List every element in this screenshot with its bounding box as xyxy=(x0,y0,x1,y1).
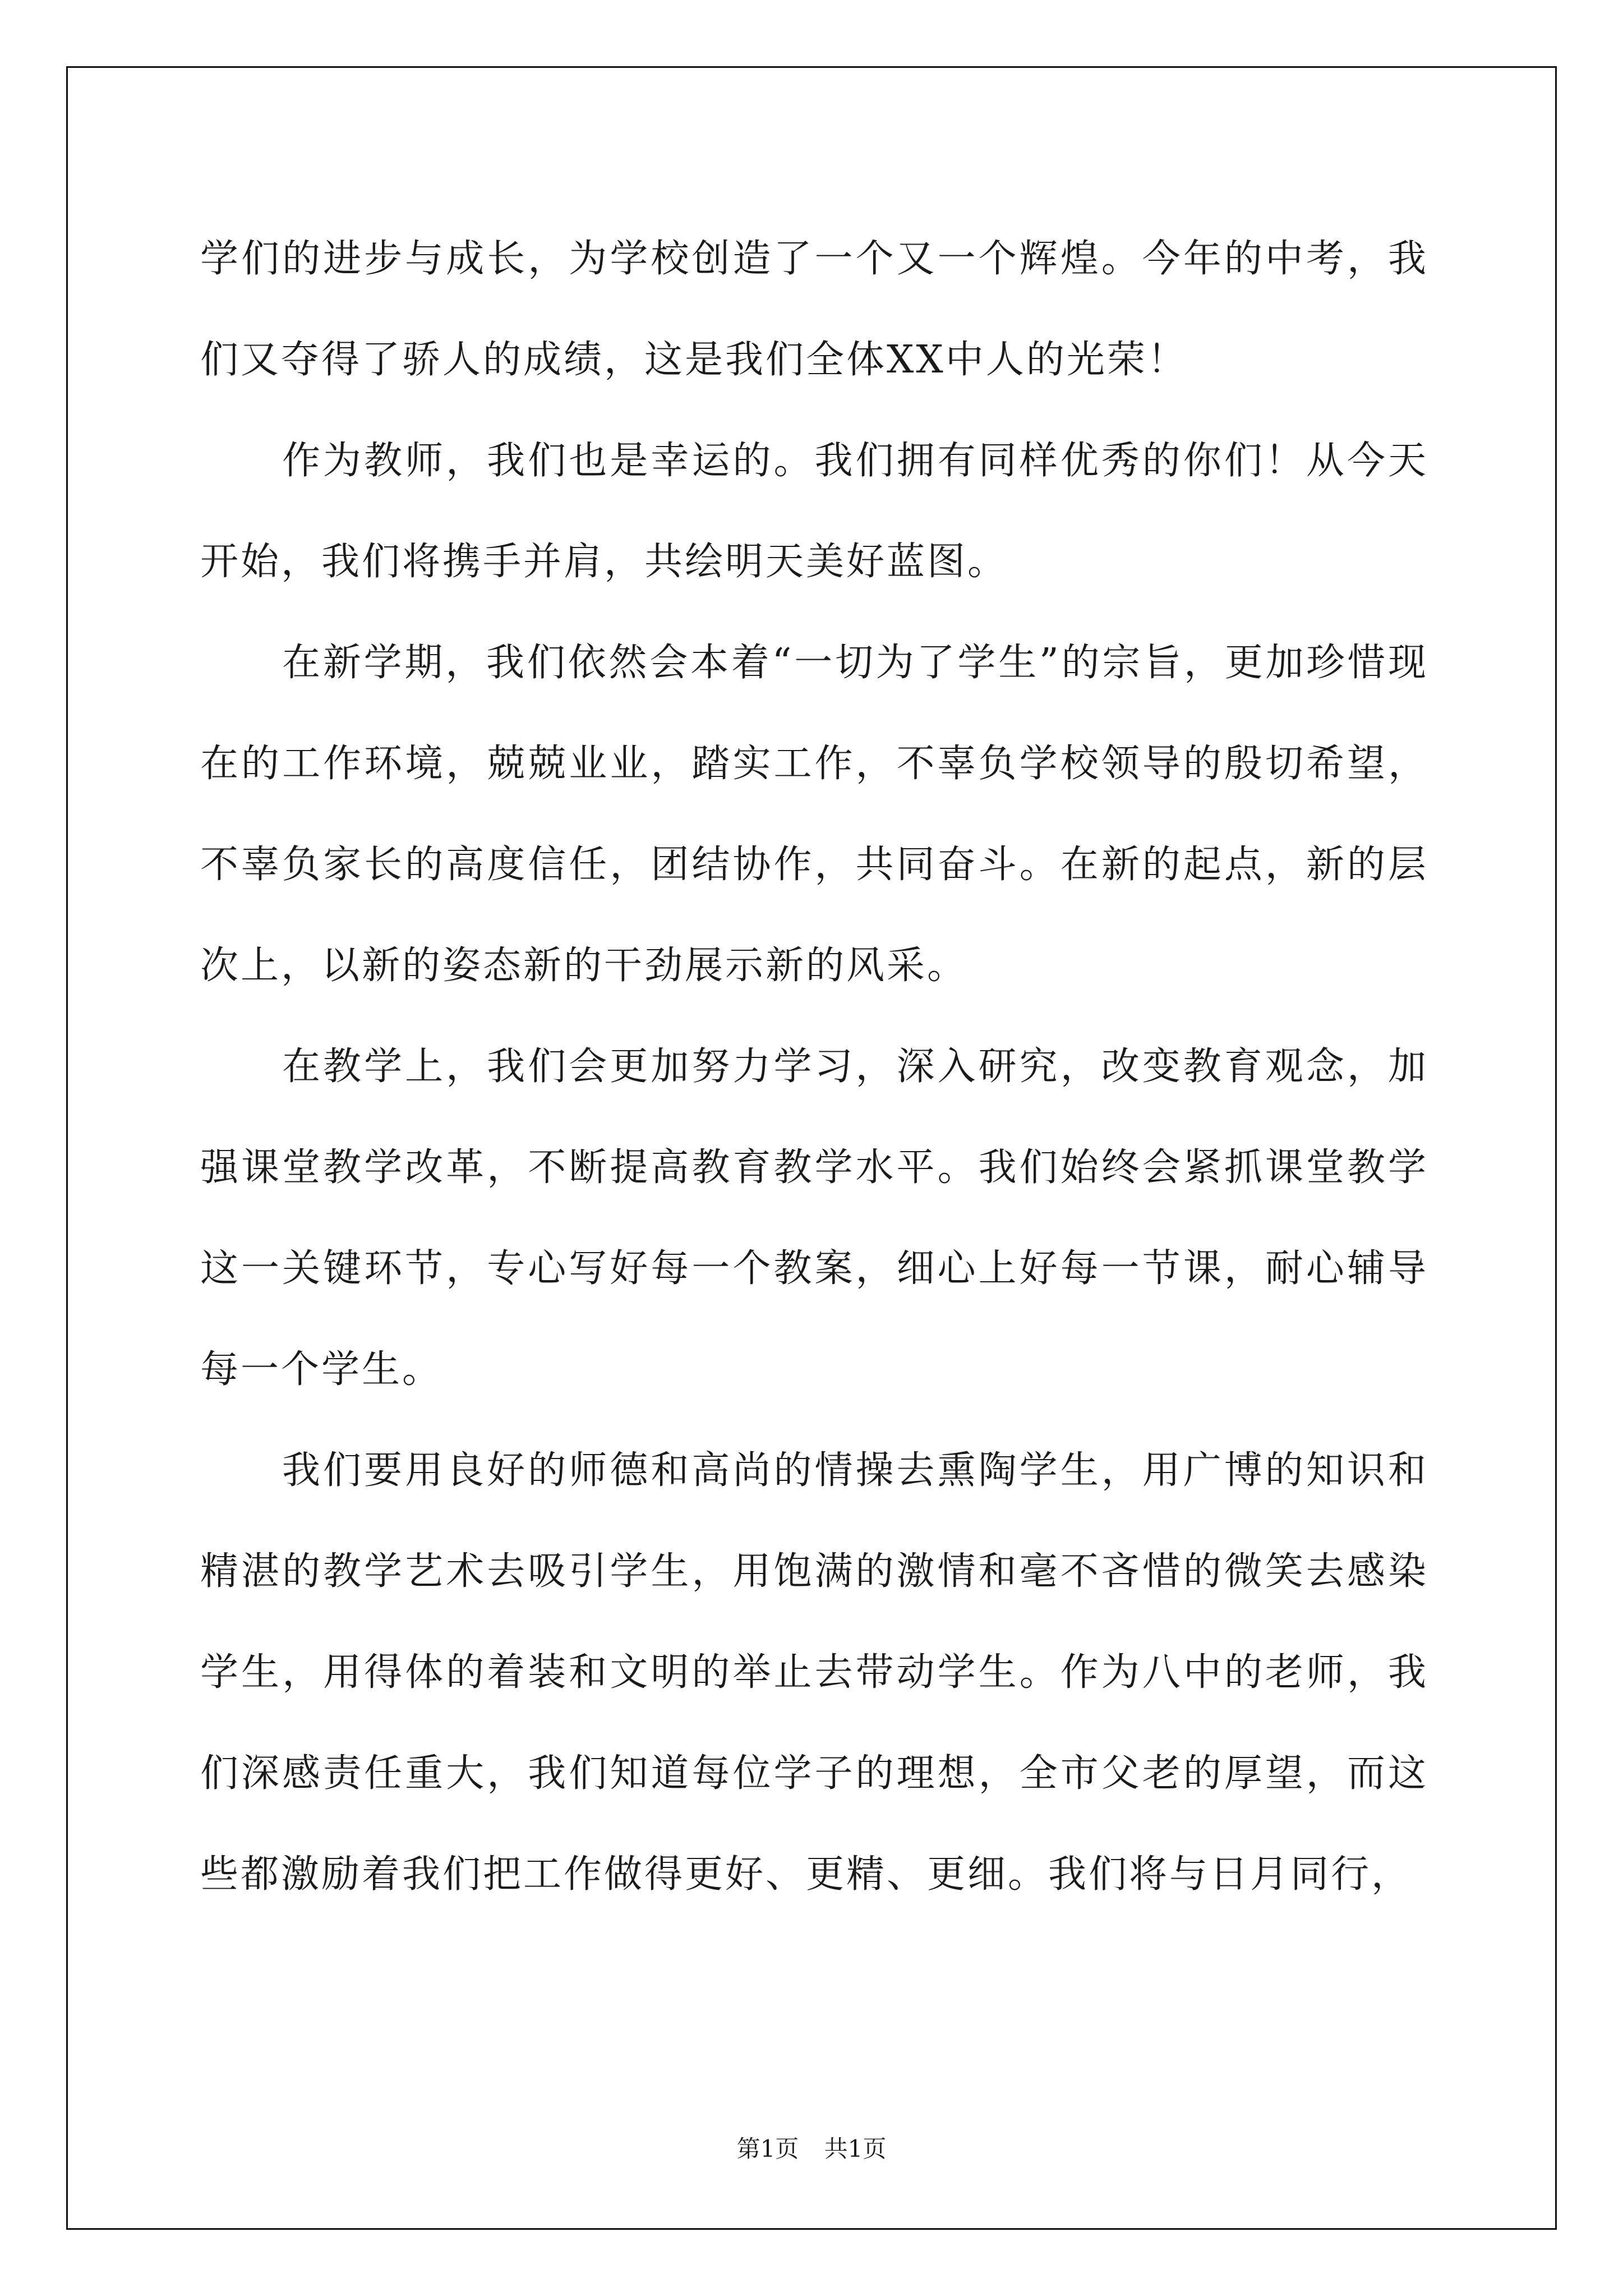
page-footer xyxy=(0,2131,1623,2164)
paragraph-1: 学们的进步与成长，为学校创造了一个又一个辉煌。今年的中考，我们又夺得了骄人的成绩，这是我们全体XX中人的光荣！ xyxy=(200,237,1428,382)
page-number-total: 共1页 xyxy=(824,2135,887,2162)
document-body xyxy=(200,209,1428,1925)
paragraph-4: 在教学上，我们会更加努力学习，深入研究，改变教育观念，加强课堂教学改革，不断提高教育教学水平。我们始终会紧抓课堂教学这一关键环节，专心写好每一个教案，细心上好每一节课，耐心辅导每一个学生。 xyxy=(200,1045,1428,1392)
page-number-current: 第1页 xyxy=(736,2135,799,2162)
paragraph-3: 在新学期，我们依然会本着“一切为了学生”的宗旨，更加珍惜现在的工作环境，兢兢业业，踏实工作，不辜负学校领导的殷切希望，不辜负家长的高度信任，团结协作，共同奋斗。在新的起点，新的层次上，以新的姿态新的干劲展示新的风采。 xyxy=(200,641,1428,988)
paragraph-2: 作为教师，我们也是幸运的。我们拥有同样优秀的你们！从今天开始，我们将携手并肩，共绘明天美好蓝图。 xyxy=(200,439,1428,584)
paragraph-5: 我们要用良好的师德和高尚的情操去熏陶学生，用广博的知识和精湛的教学艺术去吸引学生，用饱满的激情和毫不吝惜的微笑去感染学生，用得体的着装和文明的举止去带动学生。作为八中的老师，我们深感责任重大，我们知道每位学子的理想，全市父老的厚望，而这些都激励着我们把工作做得更好、更精、更细。我们将与日月同行， xyxy=(200,1448,1428,1897)
